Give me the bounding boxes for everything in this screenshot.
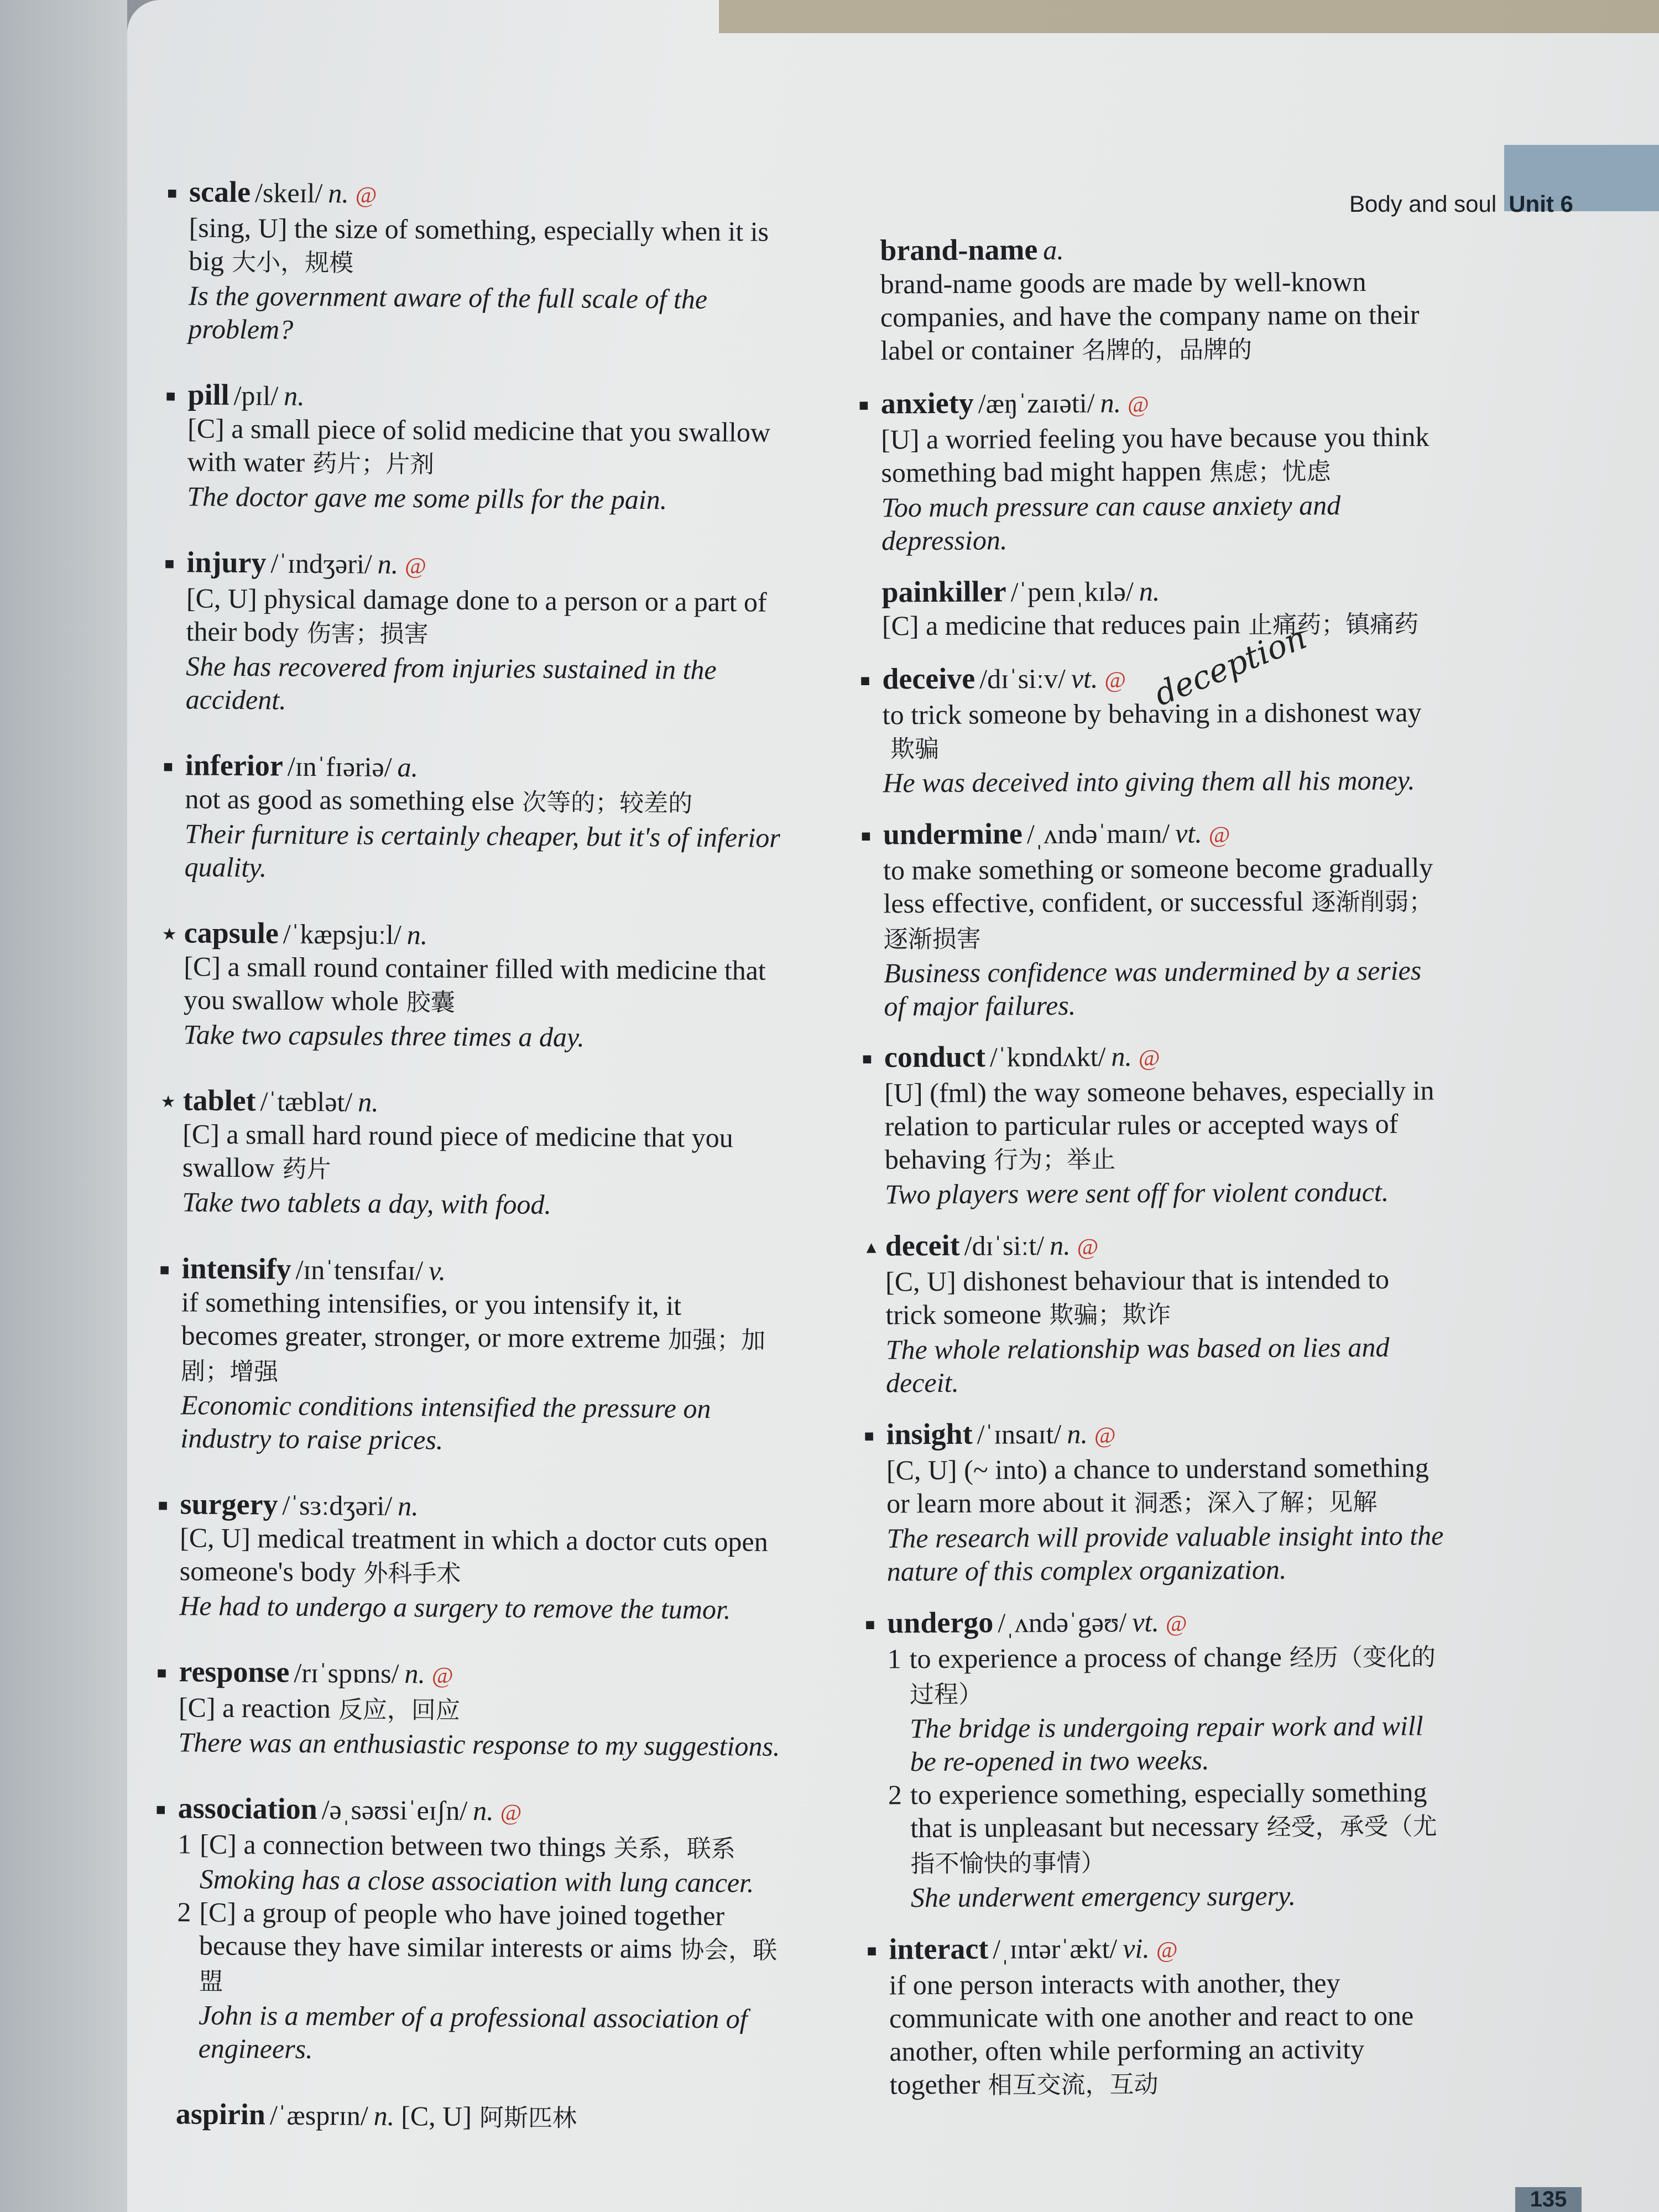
part-of-speech: n. <box>398 1490 419 1521</box>
definition: if something intensifies, or you intensify it, it becomes greater, stronger, or more extreme <box>181 1286 682 1354</box>
definition: [C, U] (~ into) a chance to understand something or learn more about it <box>886 1452 1429 1519</box>
entry-headline <box>885 1226 1444 1265</box>
chinese-translation: 经历（变化的过程） <box>909 1643 1436 1709</box>
sense <box>178 1827 781 1900</box>
page-top-shadow <box>719 0 1659 33</box>
example-sentence: The doctor gave me some pills for the pain. <box>187 481 667 515</box>
entry-headline <box>179 1655 781 1695</box>
phonetic: /dɪˈsiːv/ <box>979 662 1066 695</box>
sense <box>183 950 786 1056</box>
part-of-speech: n. <box>1067 1418 1088 1449</box>
example-sentence: The research will provide valuable insight into the nature of this complex organization. <box>886 1520 1444 1587</box>
part-of-speech: vt. <box>1175 817 1202 849</box>
chinese-translation: 药片；片剂 <box>312 450 435 479</box>
phonetic: /ˌʌndəˈgəʊ/ <box>998 1606 1127 1639</box>
glossary-entry <box>154 2097 779 2137</box>
glossary-column-left <box>154 175 792 2137</box>
entry-headline <box>182 1084 785 1122</box>
audio-at-icon: @ <box>1156 1937 1178 1963</box>
handwritten-note: deception <box>1149 618 1312 713</box>
sense <box>889 1965 1448 2103</box>
definition: if one person interacts with another, they communicate with one another and react to one another, often while performing an activity together <box>889 1967 1414 2100</box>
part-of-speech: vi. <box>1123 1932 1150 1964</box>
entry-marker-icon: ■ <box>862 1050 873 1069</box>
part-of-speech: a. <box>1043 234 1064 266</box>
entry-marker-icon: ■ <box>156 1663 167 1682</box>
chinese-translation: 止痛药；镇痛药 <box>1248 610 1419 639</box>
headword: deceit <box>885 1229 960 1262</box>
audio-at-icon: @ <box>500 1800 522 1826</box>
headword: response <box>179 1655 290 1689</box>
definition: [C] a connection between two things <box>200 1828 607 1863</box>
part-of-speech: n. <box>284 380 305 411</box>
entry-headline <box>881 572 1440 609</box>
definition: [U] (fml) the way someone behaves, especially in relation to particular rules or accepted ways of behaving <box>884 1074 1434 1175</box>
phonetic: /ˌɪntərˈækt/ <box>993 1933 1118 1965</box>
definition: not as good as something else <box>185 783 515 817</box>
sense-number: 1 <box>178 1828 192 1860</box>
entry-marker-icon: ★ <box>161 925 177 944</box>
chinese-translation: 洞悉；深入了解；见解 <box>1134 1488 1378 1518</box>
headword: association <box>178 1791 317 1825</box>
audio-at-icon: @ <box>1127 392 1149 418</box>
grammar-label: [C, U] <box>401 2100 472 2132</box>
headword: pill <box>187 378 229 411</box>
phonetic: /ˈsɜːdʒəri/ <box>282 1489 393 1521</box>
example-sentence: John is a member of a professional association of engineers. <box>198 1999 748 2064</box>
definition: [C] a reaction <box>178 1692 331 1724</box>
running-header <box>1349 191 1573 217</box>
entry-headline <box>178 1791 781 1832</box>
sense <box>886 1451 1446 1588</box>
part-of-speech: vt. <box>1071 662 1098 694</box>
phonetic: /ˈɪndʒəri/ <box>270 547 372 580</box>
definition: [U] a worried feeling you have because you think something bad might happen <box>880 421 1430 488</box>
part-of-speech: n. <box>473 1794 494 1827</box>
part-of-speech: v. <box>428 1255 446 1286</box>
sense-number: 2 <box>177 1896 191 1928</box>
headword: brand-name <box>880 233 1038 267</box>
headword: aspirin <box>175 2097 266 2131</box>
definition: [C] a small round container filled with medicine that you swallow whole <box>183 951 766 1017</box>
entry-headline <box>881 384 1439 422</box>
chinese-translation: 加强；加剧；增强 <box>181 1326 766 1386</box>
glossary-entry <box>161 916 787 1055</box>
glossary-entry <box>859 572 1441 644</box>
glossary-entry <box>865 1603 1447 1914</box>
audio-at-icon: @ <box>355 182 377 208</box>
headword: undermine <box>883 816 1023 851</box>
sense <box>887 1639 1446 1778</box>
glossary-entry <box>859 384 1441 557</box>
example-sentence: The whole relationship was based on lies and deceit. <box>885 1332 1390 1399</box>
facing-page-edge <box>0 0 127 2212</box>
glossary-entry <box>864 1415 1446 1588</box>
chinese-translation: 协会，联盟 <box>199 1936 778 1996</box>
sense <box>883 851 1443 1022</box>
sense <box>182 1118 785 1223</box>
sense <box>186 582 790 721</box>
audio-at-icon: @ <box>1208 822 1230 848</box>
entry-headline <box>184 916 787 954</box>
phonetic: /pɪl/ <box>233 380 279 411</box>
entry-marker-icon: ■ <box>155 1800 166 1819</box>
entry-headline <box>180 1487 782 1525</box>
entry-headline <box>185 749 788 787</box>
phonetic: /əˌsəʊsiˈeɪʃn/ <box>321 1793 468 1826</box>
audio-at-icon: @ <box>1077 1234 1099 1260</box>
chinese-translation: 药片 <box>282 1155 331 1184</box>
definition: [C] a small piece of solid medicine that you swallow with water <box>187 413 771 478</box>
entry-marker-icon: ■ <box>163 758 174 776</box>
example-sentence: She underwent emergency surgery. <box>910 1880 1296 1913</box>
chinese-translation: 阿斯匹林 <box>479 2104 577 2133</box>
audio-at-icon: @ <box>1165 1611 1187 1637</box>
glossary-entry <box>160 1084 786 1223</box>
phonetic: /ˈkæpsjuːl/ <box>283 918 401 951</box>
definition: [C, U] dishonest behaviour that is intended to trick someone <box>885 1264 1390 1331</box>
audio-at-icon: @ <box>1104 667 1126 693</box>
definition: [C, U] physical damage done to a person or a part of their body <box>186 582 767 648</box>
entry-marker-icon: ■ <box>165 387 176 406</box>
headword: interact <box>889 1932 989 1966</box>
sense <box>179 1521 782 1626</box>
glossary-entry <box>156 1655 781 1763</box>
definition: [sing, U] the size of something, especially when it is big <box>189 212 769 276</box>
phonetic: /ɪnˈtensɪfaɪ/ <box>295 1254 424 1286</box>
glossary-entry <box>862 1038 1444 1211</box>
phonetic: /ˈtæblət/ <box>260 1086 353 1118</box>
glossary-entry <box>858 231 1439 368</box>
entry-marker-icon: ■ <box>167 184 178 203</box>
example-sentence: The bridge is undergoing repair work and will be re-opened in two weeks. <box>910 1710 1423 1777</box>
headword: anxiety <box>880 386 974 420</box>
chinese-translation: 欺骗；欺诈 <box>1049 1301 1171 1330</box>
glossary-entry <box>863 1226 1445 1399</box>
definition: to trick someone by behaving in a dishonest way <box>882 696 1422 731</box>
glossary-entry <box>158 1251 785 1459</box>
example-sentence: There was an enthusiastic response to my suggestions. <box>178 1726 780 1762</box>
definition: brand-name goods are made by well-known companies, and have the company name on their label or container <box>880 265 1420 366</box>
example-sentence: Smoking has a close association with lung cancer. <box>199 1863 754 1898</box>
part-of-speech: n. <box>328 178 349 209</box>
chinese-translation: 逐渐削弱；逐渐损害 <box>883 887 1433 954</box>
definition: to experience something, especially something that is unpleasant but necessary <box>910 1776 1427 1844</box>
chinese-translation: 相互交流，互动 <box>988 2070 1159 2100</box>
part-of-speech: n. <box>1111 1041 1133 1072</box>
example-sentence: Is the government aware of the full scale of the problem? <box>188 280 708 345</box>
entry-headline <box>887 1603 1446 1642</box>
sense <box>176 1895 780 2069</box>
glossary-column-right <box>858 231 1448 2103</box>
entry-headline <box>884 1038 1443 1077</box>
headword: scale <box>189 175 251 209</box>
sense-number: 1 <box>887 1643 901 1674</box>
chinese-translation: 伤害；损害 <box>306 619 429 649</box>
sense <box>882 606 1441 644</box>
entry-marker-icon: ■ <box>858 396 869 415</box>
entry-marker-icon: ■ <box>860 671 870 690</box>
sense <box>885 1262 1444 1399</box>
example-sentence: Two players were sent off for violent conduct. <box>885 1176 1389 1210</box>
chinese-translation: 反应，回应 <box>338 1695 461 1725</box>
chinese-translation: 经受，承受（尤指不愉快的事情） <box>910 1812 1437 1879</box>
phonetic: /skeɪl/ <box>254 177 323 209</box>
example-sentence: Their furniture is certainly cheaper, but it's of inferior quality. <box>184 818 781 883</box>
chinese-translation: 欺骗 <box>890 734 940 764</box>
entry-headline <box>880 231 1438 267</box>
sense-number: 2 <box>888 1779 902 1811</box>
glossary-entry <box>154 1791 781 2069</box>
headword: injury <box>186 545 267 580</box>
glossary-entry <box>165 378 791 517</box>
sense <box>180 1285 784 1459</box>
glossary-entry <box>861 815 1443 1022</box>
entry-headline <box>189 175 792 215</box>
entry-headline <box>883 815 1442 853</box>
glossary-entry <box>164 545 790 720</box>
page-number: 135 <box>1515 2187 1582 2212</box>
phonetic: /ˈpeɪnˌkɪlə/ <box>1010 575 1134 608</box>
definition: [C] a small hard round piece of medicine that you swallow <box>182 1118 733 1183</box>
definition: to experience a process of change <box>909 1641 1282 1674</box>
headword: intensify <box>181 1251 291 1286</box>
entry-headline <box>889 1929 1447 1968</box>
sense <box>178 1691 781 1763</box>
part-of-speech: n. <box>406 919 428 951</box>
sense <box>187 411 790 517</box>
section-title: Body and soul <box>1349 191 1497 217</box>
headword: tablet <box>182 1083 256 1118</box>
phonetic: /ˌʌndəˈmaɪn/ <box>1026 817 1170 849</box>
entry-marker-icon: ■ <box>158 1496 168 1515</box>
example-sentence: Too much pressure can cause anxiety and depression. <box>881 489 1341 556</box>
chinese-translation: 名牌的，品牌的 <box>1081 336 1253 365</box>
chinese-translation: 外科手术 <box>363 1559 461 1588</box>
entry-headline <box>186 546 789 586</box>
headword: conduct <box>884 1040 986 1074</box>
audio-at-icon: @ <box>405 554 427 580</box>
phonetic: /ˈæsprɪn/ <box>269 2099 368 2131</box>
entry-headline <box>176 2097 779 2137</box>
chinese-translation: 胶囊 <box>406 988 455 1018</box>
entry-marker-icon: ■ <box>867 1942 877 1960</box>
unit-label: Unit 6 <box>1509 191 1573 217</box>
chinese-translation: 焦虑；忧虑 <box>1209 457 1331 487</box>
part-of-speech: vt. <box>1132 1606 1160 1638</box>
audio-at-icon: @ <box>431 1663 453 1689</box>
example-sentence: She has recovered from injuries sustained in the accident. <box>185 650 717 716</box>
definition: to make something or someone become gradually less effective, confident, or successful <box>883 851 1433 919</box>
headword: undergo <box>887 1605 994 1640</box>
glossary-entry <box>157 1487 783 1626</box>
glossary-entry <box>162 748 788 888</box>
headword: deceive <box>882 661 975 696</box>
part-of-speech: n. <box>1049 1230 1071 1261</box>
phonetic: /ˈkɒndʌkt/ <box>989 1041 1106 1073</box>
sense <box>184 782 787 888</box>
phonetic: /æŋˈzaɪəti/ <box>978 387 1095 419</box>
entry-marker-icon: ■ <box>865 1615 875 1634</box>
entry-marker-icon: ■ <box>164 555 175 573</box>
headword: capsule <box>184 916 279 950</box>
definition: [C] a group of people who have joined together because they have similar interests or aims <box>199 1896 725 1964</box>
entry-marker-icon: ■ <box>159 1260 170 1279</box>
entry-headline <box>181 1251 784 1290</box>
example-sentence: He had to undergo a surgery to remove the tumor. <box>179 1589 731 1625</box>
chinese-translation: 关系，联系 <box>613 1834 735 1864</box>
entry-marker-icon: ★ <box>160 1093 176 1112</box>
part-of-speech: n. <box>373 2100 395 2131</box>
entry-headline <box>886 1415 1444 1453</box>
chinese-translation: 大小，规模 <box>231 248 354 278</box>
entry-marker-icon: ▲ <box>863 1238 880 1257</box>
phonetic: /ɪnˈfɪəriə/ <box>287 750 392 783</box>
definition: [C, U] medical treatment in which a doctor cuts open someone's body <box>179 1521 768 1588</box>
entry-marker-icon: ■ <box>864 1427 874 1446</box>
glossary-entry <box>867 1929 1448 2103</box>
chinese-translation: 次等的；较差的 <box>522 788 693 818</box>
sense <box>888 1775 1447 1914</box>
chinese-translation: 行为；举止 <box>994 1145 1116 1175</box>
example-sentence: Business confidence was undermined by a series of major failures. <box>884 954 1422 1022</box>
example-sentence: He was deceived into giving them all his money. <box>883 764 1415 799</box>
headword: painkiller <box>881 575 1006 609</box>
headword: inferior <box>185 748 284 782</box>
example-sentence: Take two capsules three times a day. <box>183 1019 585 1053</box>
glossary-entry <box>166 175 792 349</box>
part-of-speech: a. <box>397 752 419 783</box>
audio-at-icon: @ <box>1094 1423 1116 1449</box>
phonetic: /ˈɪnsaɪt/ <box>977 1418 1062 1450</box>
example-sentence: Economic conditions intensified the pressure on industry to raise prices. <box>180 1389 711 1455</box>
headword: surgery <box>180 1486 278 1521</box>
part-of-speech: n. <box>1139 575 1160 607</box>
sense <box>884 1074 1443 1211</box>
phonetic: /dɪˈsiːt/ <box>964 1230 1045 1262</box>
sense <box>881 420 1440 557</box>
sense <box>188 211 792 349</box>
entry-headline <box>187 378 790 416</box>
sense <box>880 264 1439 368</box>
phonetic: /rɪˈspɒns/ <box>294 1657 399 1689</box>
part-of-speech: n. <box>358 1087 379 1118</box>
part-of-speech: n. <box>377 548 399 580</box>
entry-marker-icon: ■ <box>860 827 872 846</box>
example-sentence: Take two tablets a day, with food. <box>182 1186 552 1220</box>
part-of-speech: n. <box>404 1657 426 1689</box>
audio-at-icon: @ <box>1138 1046 1160 1072</box>
definition: [C] a medicine that reduces pain <box>881 608 1241 641</box>
headword: insight <box>886 1417 973 1451</box>
part-of-speech: n. <box>1100 387 1121 419</box>
